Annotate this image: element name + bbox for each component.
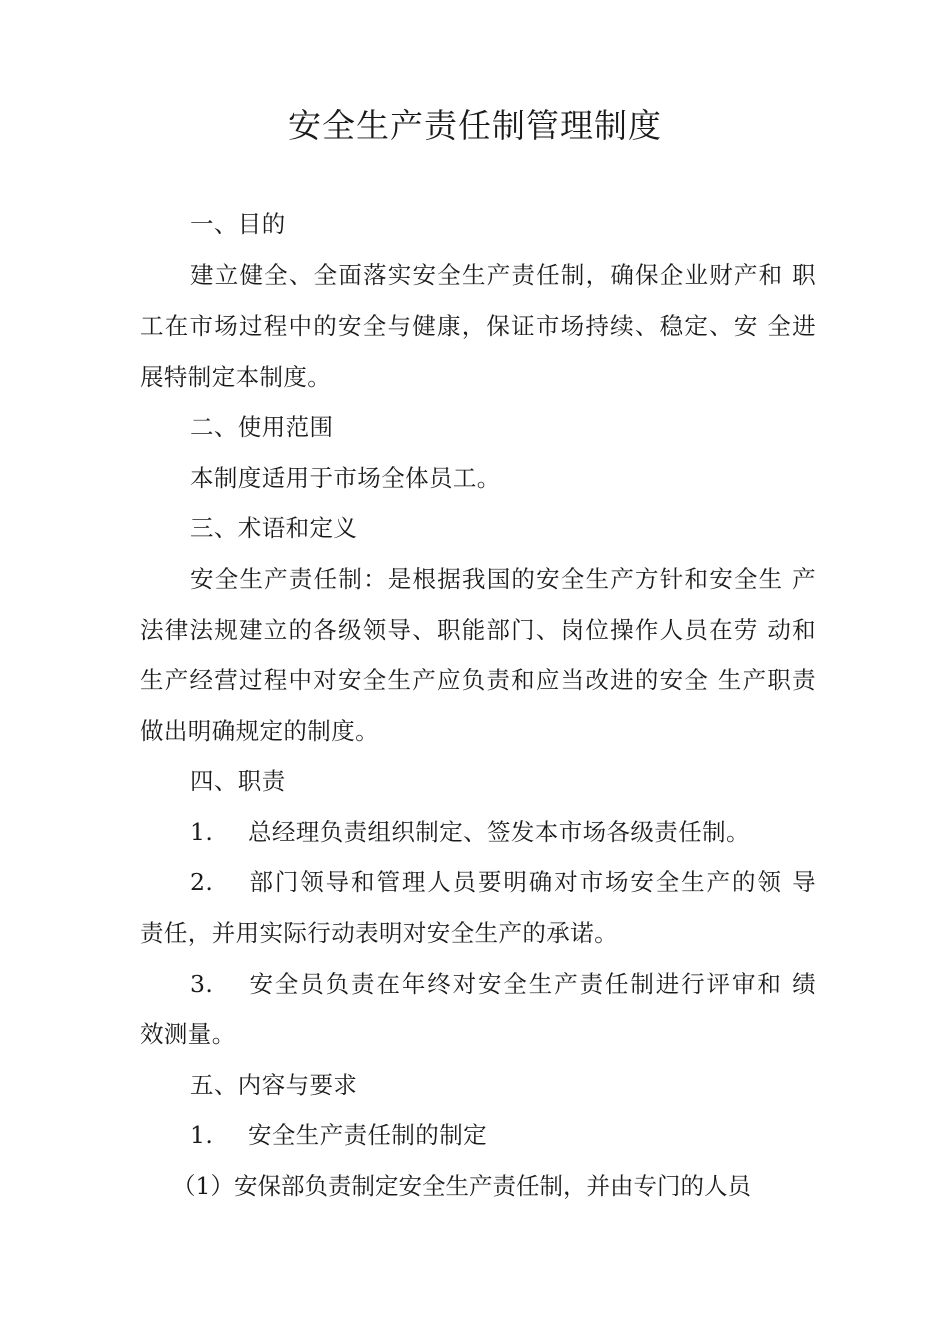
list-item-text: 安全生产责任制的制定 <box>248 1121 487 1149</box>
paragraph-line: 工在市场过程中的安全与健康，保证市场持续、稳定、安 全进 <box>140 312 816 340</box>
paragraph-line: 展特制定本制度。 <box>140 363 332 391</box>
list-number: 3. <box>190 970 214 998</box>
paragraph-line: 本制度适用于市场全体员工。 <box>190 464 501 492</box>
list-item <box>190 1118 487 1152</box>
section-heading-scope: 二、使用范围 <box>190 413 334 441</box>
document-title: 安全生产责任制管理制度 <box>288 106 662 145</box>
list-number: 1. <box>190 1121 214 1149</box>
paragraph-line: 做出明确规定的制度。 <box>140 717 379 745</box>
paragraph-line: 效测量。 <box>140 1020 236 1048</box>
list-item <box>190 865 816 899</box>
paragraph-line: 生产经营过程中对安全生产应负责和应当改进的安全 生产职责 <box>140 666 816 694</box>
section-heading-content: 五、内容与要求 <box>190 1071 358 1099</box>
paragraph-line: 责任，并用实际行动表明对安全生产的承诺。 <box>140 919 618 947</box>
list-item-text: 安全员负责在年终对安全生产责任制进行评审和 绩 <box>248 970 816 998</box>
list-item <box>190 815 750 849</box>
section-heading-responsibilities: 四、职责 <box>190 767 286 795</box>
section-heading-purpose: 一、目的 <box>190 210 286 238</box>
list-item <box>190 967 816 1001</box>
list-item-text: 部门领导和管理人员要明确对市场安全生产的领 导 <box>248 868 816 896</box>
paragraph-line: 安全生产责任制：是根据我国的安全生产方针和安全生 产 <box>190 565 816 593</box>
paragraph-line: 建立健全、全面落实安全生产责任制，确保企业财产和 职 <box>190 261 816 289</box>
section-heading-definitions: 三、术语和定义 <box>190 514 358 542</box>
paragraph-line: 法律法规建立的各级领导、职能部门、岗位操作人员在劳 动和 <box>140 616 816 644</box>
list-item-text: 总经理负责组织制定、签发本市场各级责任制。 <box>248 818 750 846</box>
paragraph-line: （1）安保部负责制定安全生产责任制，并由专门的人员 <box>172 1172 751 1200</box>
list-number: 2. <box>190 868 214 896</box>
list-number: 1. <box>190 818 214 846</box>
